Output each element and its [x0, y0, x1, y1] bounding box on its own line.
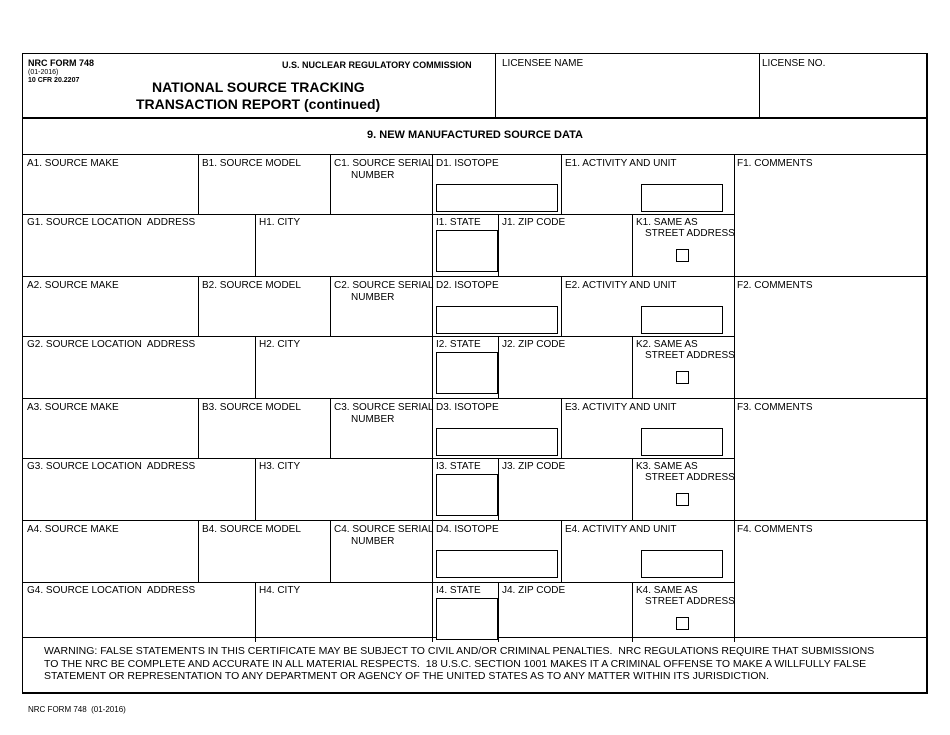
isotope-field[interactable] [436, 428, 558, 456]
source-model-label: B1. SOURCE MODEL [202, 158, 301, 169]
source-model-label: B3. SOURCE MODEL [202, 402, 301, 413]
state-field[interactable] [436, 474, 498, 516]
zip-code-field[interactable] [499, 473, 631, 519]
source-serial-label: C1. SOURCE SERIAL [334, 158, 434, 169]
source-serial-field[interactable] [331, 304, 431, 335]
activity-unit-field[interactable] [641, 306, 723, 334]
warning-line: WARNING: FALSE STATEMENTS IN THIS CERTIFICATE MAY BE SUBJECT TO CIVIL AND/OR CRIMINAL PENALTIES. NRC REGULATIONS REQUIRE THAT SUBMISSIONS [44, 645, 875, 657]
zip-code-label: J2. ZIP CODE [502, 339, 566, 350]
source-serial-label: C2. SOURCE SERIAL [334, 280, 434, 291]
source-make-field[interactable] [23, 536, 197, 581]
source-make-field[interactable] [23, 170, 197, 213]
comments-field[interactable] [735, 536, 925, 641]
source-make-field[interactable] [23, 414, 197, 457]
comments-label: F1. COMMENTS [737, 158, 813, 169]
source-serial-field[interactable] [331, 426, 431, 457]
state-field[interactable] [436, 352, 498, 394]
source-model-label: B2. SOURCE MODEL [202, 280, 301, 291]
city-field[interactable] [256, 473, 431, 519]
city-field[interactable] [256, 351, 431, 397]
same-as-label: K3. SAME AS [636, 461, 698, 472]
source-location-label: G4. SOURCE LOCATION ADDRESS [27, 585, 196, 596]
comments-field[interactable] [735, 414, 925, 519]
license-no-field[interactable] [762, 68, 925, 116]
city-label: H1. CITY [259, 217, 301, 228]
source-serial-field[interactable] [331, 548, 431, 581]
zip-code-label: J1. ZIP CODE [502, 217, 566, 228]
state-field[interactable] [436, 598, 498, 640]
same-as-label: K1. SAME AS [636, 217, 698, 228]
activity-unit-label: E3. ACTIVITY AND UNIT [565, 402, 677, 413]
comments-field[interactable] [735, 292, 925, 397]
source-serial-label-cont: NUMBER [351, 414, 395, 425]
isotope-label: D1. ISOTOPE [436, 158, 499, 169]
zip-code-field[interactable] [499, 229, 631, 275]
comments-label: F4. COMMENTS [737, 524, 813, 535]
state-field[interactable] [436, 230, 498, 272]
source-location-label: G3. SOURCE LOCATION ADDRESS [27, 461, 196, 472]
source-make-field[interactable] [23, 292, 197, 335]
same-as-label-cont: STREET ADDRESS [645, 596, 735, 607]
same-as-label: K2. SAME AS [636, 339, 698, 350]
warning-line: TO THE NRC BE COMPLETE AND ACCURATE IN ALL MATERIAL RESPECTS. 18 U.S.C. SECTION 1001 MAKES IT A CRIMINAL OFFENSE TO MAKE A WILLFULLY FALSE [44, 658, 867, 670]
source-location-label: G1. SOURCE LOCATION ADDRESS [27, 217, 196, 228]
source-model-label: B4. SOURCE MODEL [202, 524, 301, 535]
same-as-street-address-checkbox[interactable] [676, 371, 689, 384]
same-as-label-cont: STREET ADDRESS [645, 350, 735, 361]
source-serial-label-cont: NUMBER [351, 536, 395, 547]
source-location-field[interactable] [23, 351, 254, 397]
comments-label: F2. COMMENTS [737, 280, 813, 291]
activity-unit-field[interactable] [641, 184, 723, 212]
same-as-street-address-checkbox[interactable] [676, 617, 689, 630]
source-model-field[interactable] [199, 170, 329, 213]
city-label: H4. CITY [259, 585, 301, 596]
source-serial-label: C4. SOURCE SERIAL [334, 524, 434, 535]
activity-unit-label: E4. ACTIVITY AND UNIT [565, 524, 677, 535]
same-as-label-cont: STREET ADDRESS [645, 472, 735, 483]
warning-line: STATEMENT OR REPRESENTATION TO ANY DEPARTMENT OR AGENCY OF THE UNITED STATES AS TO ANY MATTER WITHIN ITS JURISDICTION. [44, 670, 769, 682]
same-as-street-address-checkbox[interactable] [676, 493, 689, 506]
city-label: H3. CITY [259, 461, 301, 472]
source-model-field[interactable] [199, 414, 329, 457]
source-serial-label-cont: NUMBER [351, 170, 395, 181]
zip-code-field[interactable] [499, 351, 631, 397]
isotope-label: D4. ISOTOPE [436, 524, 499, 535]
source-make-label: A4. SOURCE MAKE [27, 524, 119, 535]
source-serial-field[interactable] [331, 182, 431, 213]
state-label: I4. STATE [436, 585, 481, 596]
form-title-line2: TRANSACTION REPORT (continued) [136, 96, 381, 112]
isotope-field[interactable] [436, 184, 558, 212]
form-title-line1: NATIONAL SOURCE TRACKING [152, 79, 365, 95]
same-as-street-address-checkbox[interactable] [676, 249, 689, 262]
same-as-label-cont: STREET ADDRESS [645, 228, 735, 239]
licensee-name-label: LICENSEE NAME [502, 58, 584, 69]
footer-form-id: NRC FORM 748 (01-2016) [28, 705, 126, 714]
source-location-label: G2. SOURCE LOCATION ADDRESS [27, 339, 196, 350]
city-label: H2. CITY [259, 339, 301, 350]
source-location-field[interactable] [23, 597, 254, 641]
activity-unit-label: E2. ACTIVITY AND UNIT [565, 280, 677, 291]
isotope-label: D2. ISOTOPE [436, 280, 499, 291]
cfr-reference: 10 CFR 20.2207 [28, 77, 80, 84]
source-location-field[interactable] [23, 229, 254, 275]
state-label: I1. STATE [436, 217, 481, 228]
city-field[interactable] [256, 229, 431, 275]
section-title: 9. NEW MANUFACTURED SOURCE DATA [367, 129, 583, 141]
zip-code-field[interactable] [499, 597, 631, 641]
same-as-label: K4. SAME AS [636, 585, 698, 596]
licensee-name-field[interactable] [497, 68, 759, 116]
source-location-field[interactable] [23, 473, 254, 519]
source-make-label: A1. SOURCE MAKE [27, 158, 119, 169]
isotope-field[interactable] [436, 306, 558, 334]
form-date: (01-2016) [28, 69, 59, 76]
state-label: I3. STATE [436, 461, 481, 472]
agency-name: U.S. NUCLEAR REGULATORY COMMISSION [282, 60, 472, 70]
comments-field[interactable] [735, 170, 925, 275]
zip-code-label: J4. ZIP CODE [502, 585, 566, 596]
zip-code-label: J3. ZIP CODE [502, 461, 566, 472]
form-id: NRC FORM 748 [28, 58, 95, 68]
comments-label: F3. COMMENTS [737, 402, 813, 413]
activity-unit-field[interactable] [641, 550, 723, 578]
isotope-label: D3. ISOTOPE [436, 402, 499, 413]
license-no-label: LICENSE NO. [762, 58, 826, 69]
source-make-label: A3. SOURCE MAKE [27, 402, 119, 413]
source-serial-label-cont: NUMBER [351, 292, 395, 303]
source-model-field[interactable] [199, 292, 329, 335]
activity-unit-label: E1. ACTIVITY AND UNIT [565, 158, 677, 169]
city-field[interactable] [256, 597, 431, 641]
activity-unit-field[interactable] [641, 428, 723, 456]
isotope-field[interactable] [436, 550, 558, 578]
source-serial-label: C3. SOURCE SERIAL [334, 402, 434, 413]
state-label: I2. STATE [436, 339, 481, 350]
source-model-field[interactable] [199, 536, 329, 581]
source-make-label: A2. SOURCE MAKE [27, 280, 119, 291]
